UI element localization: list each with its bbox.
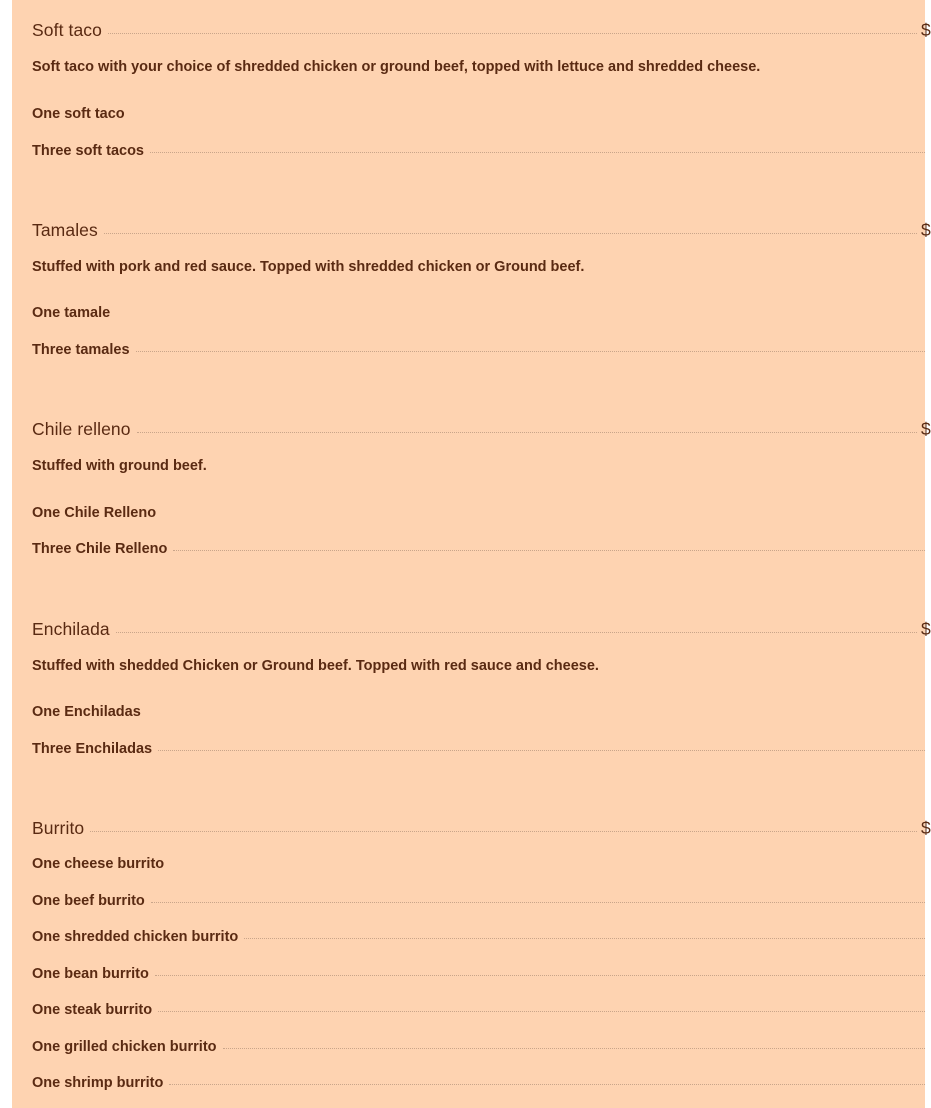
section-name: Enchilada — [32, 619, 110, 639]
dotted-leader — [116, 632, 917, 633]
dotted-leader — [108, 33, 917, 34]
dotted-leader — [173, 550, 925, 551]
price-clipped: $ — [921, 818, 931, 838]
item-name: One Enchiladas — [32, 704, 141, 720]
dotted-leader — [137, 432, 917, 433]
item-name: One tamale — [32, 305, 111, 321]
item-name: Three Enchiladas — [32, 741, 153, 757]
section-description: Stuffed with shedded Chicken or Ground beef. Topped with red sauce and cheese. — [32, 658, 599, 674]
section-name: Tamales — [32, 220, 98, 240]
dotted-leader — [104, 233, 917, 234]
section-name: Soft taco — [32, 20, 102, 40]
dotted-leader — [223, 1048, 925, 1049]
item-name: One bean burrito — [32, 966, 149, 982]
menu-item — [32, 1039, 925, 1055]
dotted-leader — [90, 831, 917, 832]
price-clipped: $ — [921, 20, 931, 40]
dotted-leader — [151, 902, 925, 903]
item-name: One steak burrito — [32, 1002, 153, 1018]
item-name: One shredded chicken burrito — [32, 929, 239, 945]
section-description: Stuffed with pork and red sauce. Topped with shredded chicken or Ground beef. — [32, 259, 585, 275]
price-clipped: $ — [921, 419, 931, 439]
menu-item — [32, 929, 925, 945]
item-name: Three tamales — [32, 342, 130, 358]
item-name: One Chile Relleno — [32, 505, 157, 521]
item-name: One soft taco — [32, 106, 125, 122]
menu-section-title — [32, 619, 931, 640]
dotted-leader — [169, 1084, 925, 1085]
menu-section-title — [32, 419, 931, 440]
dotted-leader — [158, 750, 925, 751]
menu-section-title — [32, 818, 931, 839]
section-name: Burrito — [32, 818, 85, 838]
menu-item — [32, 856, 925, 872]
dotted-leader — [244, 938, 925, 939]
menu-item — [32, 966, 925, 982]
price-clipped: $ — [921, 220, 931, 240]
item-name: Three Chile Relleno — [32, 541, 168, 557]
menu-item — [32, 893, 925, 909]
section-description: Stuffed with ground beef. — [32, 458, 207, 474]
menu-panel — [12, 0, 931, 1108]
item-name: One grilled chicken burrito — [32, 1039, 217, 1055]
menu-item — [32, 305, 925, 321]
dotted-leader — [158, 1011, 925, 1012]
section-name: Chile relleno — [32, 419, 131, 439]
menu-item — [32, 1002, 925, 1018]
menu-section-title — [32, 20, 931, 41]
menu-item — [32, 106, 925, 122]
menu-item — [32, 342, 925, 358]
menu-item — [32, 741, 925, 757]
menu-item — [32, 1075, 925, 1091]
item-name: One shrimp burrito — [32, 1075, 164, 1091]
menu-item — [32, 704, 925, 720]
item-name: One cheese burrito — [32, 856, 165, 872]
dotted-leader — [136, 351, 925, 352]
dotted-leader — [155, 975, 925, 976]
item-name: One beef burrito — [32, 893, 145, 909]
menu-item — [32, 505, 925, 521]
dotted-leader — [150, 152, 925, 153]
price-clipped: $ — [921, 619, 931, 639]
menu-item — [32, 143, 925, 159]
menu-section-title — [32, 220, 931, 241]
item-name: Three soft tacos — [32, 143, 144, 159]
section-description: Soft taco with your choice of shredded chicken or ground beef, topped with lettuce and shredded cheese. — [32, 59, 761, 75]
menu-item — [32, 541, 925, 557]
